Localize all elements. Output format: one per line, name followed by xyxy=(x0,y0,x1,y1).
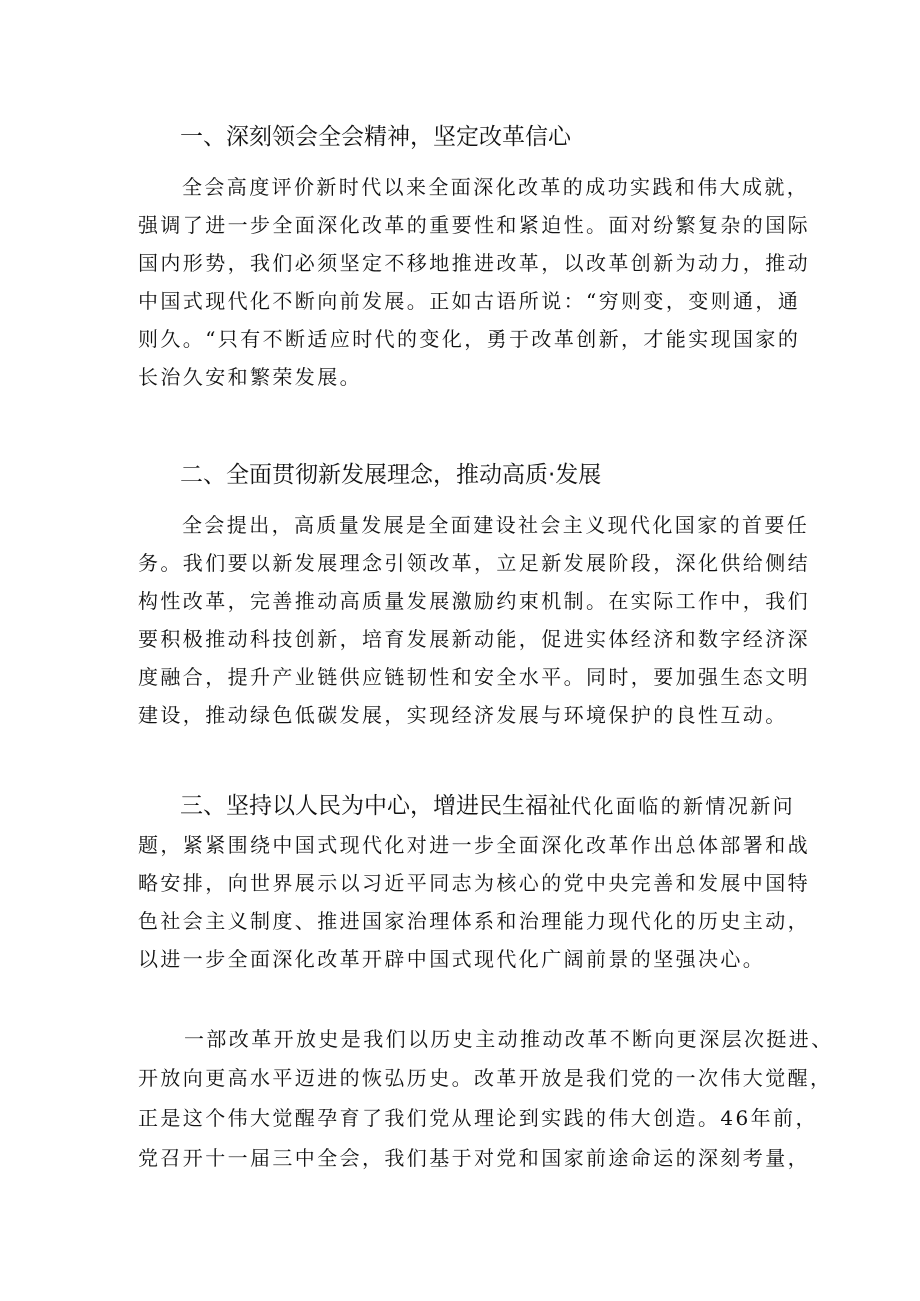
paragraph-line: 建设，推动绿色低碳发展，实现经济发展与环境保护的良性互动。 xyxy=(138,703,788,727)
paragraph-line: 正是这个伟大觉醒孕育了我们党从理论到实践的伟大创造。46年前， xyxy=(138,1106,818,1130)
paragraph-line: 度融合，提升产业链供应链韧性和安全水平。同时，要加强生态文明 xyxy=(138,665,810,689)
paragraph-line: 色社会主义制度、推进国家治理体系和治理能力现代化的历史主动， xyxy=(138,909,810,933)
paragraph-line: 长治久安和繁荣发展。 xyxy=(138,365,362,389)
paragraph-line: 中国式现代化不断向前发展。正如古语所说：“穷则变，变则通，通 xyxy=(138,289,801,313)
section-1-paragraph xyxy=(138,168,810,396)
section-heading-3-line xyxy=(180,786,795,826)
paragraph-line: 则久。“只有不断适应时代的变化，勇于改革创新，才能实现国家的 xyxy=(138,327,801,351)
section-heading-3: 三、坚持以人民为中心，增进民生福祉 xyxy=(180,793,571,819)
section-heading-1: 一、深刻领会全会精神，坚定改革信心 xyxy=(180,124,571,150)
paragraph-line: 一部改革开放史是我们以历史主动推动改革不断向更深层次挺进、 xyxy=(184,1027,834,1051)
paragraph-line: 构性改革，完善推动高质量发展激励约束机制。在实际工作中，我们 xyxy=(138,589,810,613)
section-heading-2: 二、全面贯彻新发展理念，推动高质·发展 xyxy=(180,462,602,488)
section-2-paragraph xyxy=(138,506,810,734)
section-4-paragraph xyxy=(138,1020,834,1178)
paragraph-line: 全会高度评价新时代以来全面深化改革的成功实践和伟大成就， xyxy=(182,175,810,199)
section-3-paragraph xyxy=(138,826,810,978)
paragraph-line: 略安排，向世界展示以习近平同志为核心的党中央完善和发展中国特 xyxy=(138,871,810,895)
paragraph-line: 强调了进一步全面深化改革的重要性和紧迫性。面对纷繁复杂的国际 xyxy=(138,213,810,237)
paragraph-line: 题，紧紧围绕中国式现代化对进一步全面深化改革作出总体部署和战 xyxy=(138,833,810,857)
paragraph-line-tail: 代化面临的新情况新问 xyxy=(571,794,795,818)
paragraph-line: 要积极推动科技创新，培育发展新动能，促进实体经济和数字经济深 xyxy=(138,627,810,651)
paragraph-line: 国内形势，我们必须坚定不移地推进改革，以改革创新为动力，推动 xyxy=(138,251,810,275)
paragraph-line: 党召开十一届三中全会，我们基于对党和国家前途命运的深刻考量， xyxy=(138,1146,810,1170)
paragraph-line: 以进一步全面深化改革开辟中国式现代化广阔前景的坚强决心。 xyxy=(138,947,766,971)
paragraph-line: 全会提出，高质量发展是全面建设社会主义现代化国家的首要任 xyxy=(182,513,810,537)
paragraph-line: 务。我们要以新发展理念引领改革，立足新发展阶段，深化供给侧结 xyxy=(138,551,810,575)
paragraph-line: 开放向更高水平迈进的恢弘历史。改革开放是我们党的一次伟大觉醒， xyxy=(138,1066,833,1090)
